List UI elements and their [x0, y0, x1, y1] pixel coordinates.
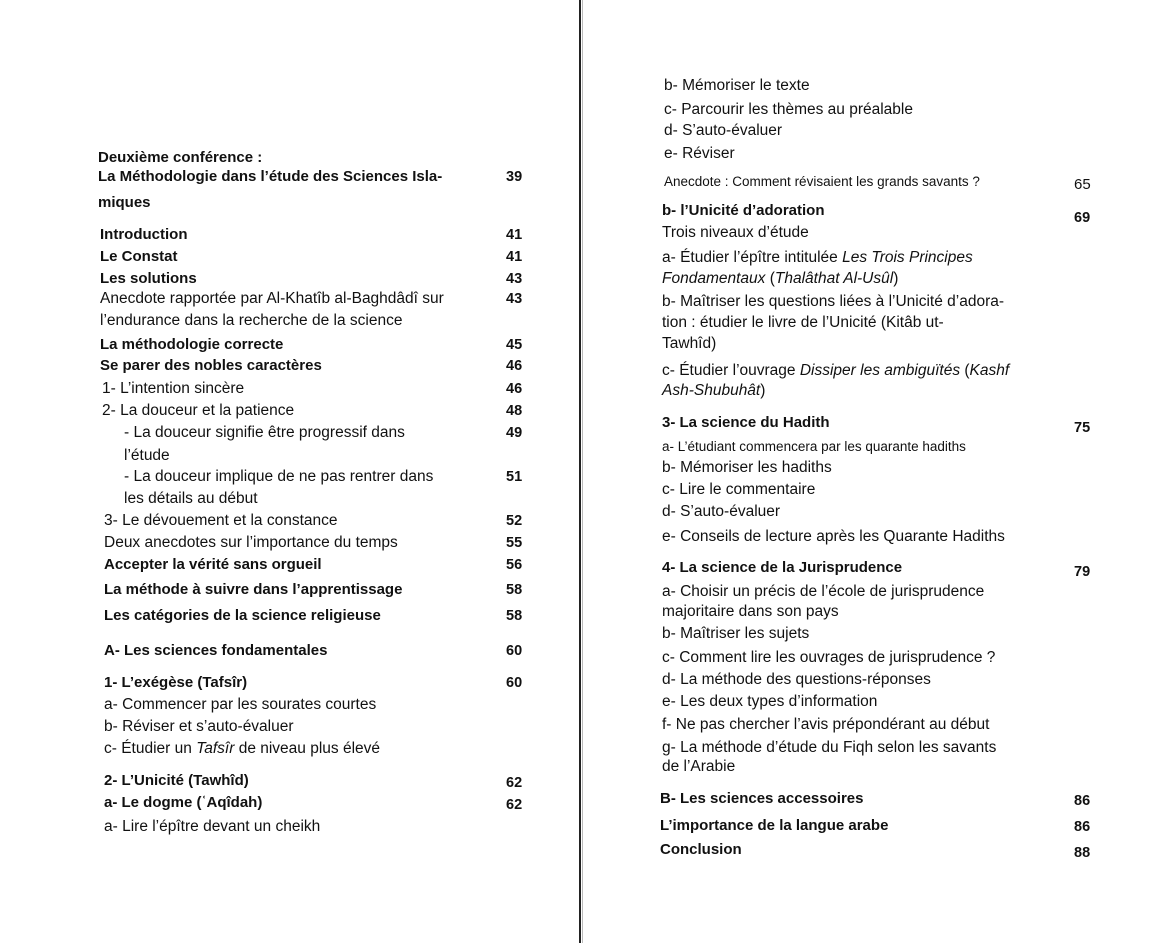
toc-entry-text: L’importance de la langue arabe — [660, 817, 889, 834]
toc-entry-text: Se parer des nobles caractères — [100, 357, 322, 374]
toc-entry-text: 2- La douceur et la patience — [102, 402, 295, 419]
toc-entry-text: majoritaire dans son pays — [662, 603, 839, 620]
toc-entry — [104, 641, 327, 661]
toc-entry — [664, 76, 810, 96]
toc-page-number: 60 — [506, 643, 523, 659]
toc-entry — [662, 458, 832, 478]
toc-entry-text: Les solutions — [100, 270, 197, 287]
toc-entry — [100, 289, 444, 309]
toc-entry — [104, 533, 398, 553]
toc-entry-text: l’endurance dans la recherche de la science — [100, 312, 403, 329]
toc-entry — [662, 527, 1005, 547]
toc-entry-text: l’étude — [124, 447, 170, 464]
toc-page-number: 51 — [506, 469, 523, 485]
toc-entry — [100, 335, 283, 355]
toc-page-number: 58 — [506, 582, 523, 598]
toc-entry-text: a- L’étudiant commencera par les quarante hadiths — [662, 439, 966, 454]
toc-entry — [104, 555, 322, 575]
toc-entry-text: Le Constat — [100, 248, 178, 265]
toc-entry-text: Introduction — [100, 226, 188, 243]
toc-entry — [102, 379, 244, 399]
toc-entry-text: La méthodologie correcte — [100, 336, 284, 353]
toc-page-number: 48 — [506, 403, 523, 419]
toc-entry-text: tion : étudier le livre de l’Unicité (Kitâb ut- — [662, 314, 944, 331]
toc-entry-italic-title: Thalâthat Al-Usûl — [774, 270, 894, 287]
toc-entry-text: 3- La science du Hadith — [662, 414, 830, 431]
toc-page-number: 52 — [506, 513, 523, 529]
toc-entry-text: Deuxième conférence : — [98, 149, 263, 166]
toc-entry-text: a- Choisir un précis de l’école de jurisprudence — [662, 583, 985, 600]
toc-entry-text: d- S’auto-évaluer — [664, 122, 783, 139]
toc-entry-text: 1- L’intention sincère — [102, 380, 245, 397]
toc-entry — [100, 269, 197, 289]
toc-entry-text: 1- L’exégèse (Tafsîr) — [104, 674, 248, 691]
book-spine — [579, 0, 581, 943]
toc-entry — [124, 446, 170, 466]
toc-entry — [662, 757, 735, 777]
toc-entry — [662, 715, 989, 735]
toc-page-number: 79 — [1074, 564, 1091, 580]
toc-entry-text: ( — [960, 362, 970, 379]
toc-entry-text: f- Ne pas chercher l’avis prépondérant au début — [662, 716, 990, 733]
toc-entry-text: Deux anecdotes sur l’importance du temps — [104, 534, 398, 551]
toc-entry-text: Anecdote : Comment révisaient les grands savants ? — [664, 174, 980, 189]
toc-entry-text: de l’Arabie — [662, 758, 736, 775]
toc-entry — [662, 292, 1004, 312]
toc-entry-text: Trois niveaux d’étude — [662, 224, 809, 241]
toc-entry — [662, 480, 815, 500]
toc-entry-text: de niveau plus élevé — [234, 740, 381, 757]
toc-entry-text: c- Lire le commentaire — [662, 481, 816, 498]
toc-entry — [100, 225, 187, 245]
toc-entry-text: Anecdote rapportée par Al-Khatîb al-Baghdâdî sur — [100, 290, 444, 307]
toc-entry — [662, 248, 973, 268]
toc-entry-text: b- Maîtriser les sujets — [662, 625, 810, 642]
toc-entry-text: les détails au début — [124, 490, 258, 507]
toc-entry-italic-title: Dissiper les ambiguïtés — [799, 362, 961, 379]
toc-entry — [662, 582, 984, 602]
toc-entry — [662, 223, 809, 243]
toc-entry — [100, 311, 402, 331]
toc-entry-italic-title: Fondamentaux — [662, 270, 766, 287]
toc-entry-text: c- Étudier l’ouvrage — [662, 362, 800, 379]
toc-entry-text: c- Parcourir les thèmes au préalable — [664, 101, 913, 118]
toc-entry — [100, 247, 178, 267]
right-page-toc — [584, 0, 1157, 943]
toc-page-number: 45 — [506, 337, 523, 353]
toc-entry — [662, 624, 809, 644]
toc-entry — [98, 193, 151, 213]
toc-entry — [662, 648, 995, 668]
toc-entry — [662, 381, 765, 401]
toc-entry — [662, 738, 996, 758]
toc-page-number: 86 — [1074, 819, 1091, 835]
toc-entry — [124, 467, 433, 487]
toc-entry — [662, 334, 716, 354]
toc-entry-text: 2- L’Unicité (Tawhîd) — [104, 772, 249, 789]
toc-entry-text: 3- Le dévouement et la constance — [104, 512, 338, 529]
toc-page-number: 41 — [506, 249, 523, 265]
toc-entry-text: A- Les sciences fondamentales — [104, 642, 328, 659]
toc-entry-italic-title: Kashf — [969, 362, 1010, 379]
toc-page-number: 62 — [506, 797, 523, 813]
toc-entry — [662, 670, 931, 690]
toc-entry — [662, 502, 780, 522]
toc-entry-text: a- Commencer par les sourates courtes — [104, 696, 377, 713]
toc-entry — [100, 356, 322, 376]
toc-entry-text: g- La méthode d’étude du Fiqh selon les savants — [662, 739, 997, 756]
toc-page-number: 62 — [506, 775, 523, 791]
toc-entry — [104, 606, 381, 626]
book-spine-shadow — [582, 0, 583, 943]
toc-entry — [104, 673, 247, 693]
toc-entry-text: b- l’Unicité d’adoration — [662, 202, 825, 219]
toc-entry — [664, 121, 782, 141]
toc-entry — [660, 816, 888, 836]
toc-entry-text: b- Mémoriser les hadiths — [662, 459, 832, 476]
toc-entry-text: d- La méthode des questions-réponses — [662, 671, 931, 688]
toc-entry-text: a- Le dogme (ʿAqîdah) — [104, 794, 263, 811]
toc-entry — [98, 148, 262, 168]
toc-entry-text: b- Réviser et s’auto-évaluer — [104, 718, 294, 735]
toc-entry — [660, 840, 742, 860]
toc-entry-text: ( — [765, 270, 775, 287]
toc-page-number: 55 — [506, 535, 523, 551]
toc-entry — [662, 361, 1009, 381]
toc-entry — [104, 717, 294, 737]
toc-entry-text: Les catégories de la science religieuse — [104, 607, 381, 624]
toc-entry — [662, 602, 839, 622]
toc-entry — [664, 100, 913, 120]
toc-entry-italic-title: Ash-Shubuhât — [662, 382, 761, 399]
toc-entry — [104, 817, 320, 837]
toc-page-number: 75 — [1074, 420, 1091, 436]
toc-page-number: 41 — [506, 227, 523, 243]
toc-entry — [662, 558, 902, 578]
toc-entry — [662, 413, 830, 433]
toc-entry-text: d- S’auto-évaluer — [662, 503, 781, 520]
toc-page-number: 65 — [1074, 176, 1091, 193]
toc-entry-text: e- Les deux types d’information — [662, 693, 878, 710]
toc-entry — [124, 489, 258, 509]
toc-entry — [124, 423, 405, 443]
toc-entry-text: 4- La science de la Jurisprudence — [662, 559, 903, 576]
toc-entry — [104, 771, 249, 791]
toc-entry-text: La méthode à suivre dans l’apprentissage — [104, 581, 403, 598]
toc-page-number: 60 — [506, 675, 523, 691]
toc-entry-text: - La douceur implique de ne pas rentrer dans — [124, 468, 434, 485]
toc-page-number: 58 — [506, 608, 523, 624]
toc-entry — [104, 739, 380, 759]
toc-entry — [104, 580, 402, 600]
toc-page-number: 43 — [506, 291, 523, 307]
toc-entry — [104, 511, 338, 531]
toc-entry — [662, 269, 898, 289]
toc-entry — [664, 144, 735, 164]
toc-entry-text: Accepter la vérité sans orgueil — [104, 556, 322, 573]
toc-entry — [662, 201, 825, 221]
toc-entry-text: Conclusion — [660, 841, 742, 858]
toc-entry-italic-title: Tafsîr — [196, 740, 235, 757]
toc-entry-text: c- Comment lire les ouvrages de jurisprudence ? — [662, 649, 996, 666]
toc-entry-text: a- Lire l’épître devant un cheikh — [104, 818, 321, 835]
toc-entry-italic-title: Les Trois Principes — [842, 249, 973, 266]
toc-page-number: 69 — [1074, 210, 1091, 226]
toc-entry — [104, 695, 376, 715]
toc-page-number: 43 — [506, 271, 523, 287]
toc-entry — [102, 401, 294, 421]
toc-page-number: 88 — [1074, 845, 1091, 861]
toc-page-number: 86 — [1074, 793, 1091, 809]
toc-entry-text: ) — [893, 270, 899, 287]
toc-entry — [662, 692, 877, 712]
toc-entry-text: c- Étudier un — [104, 740, 197, 757]
toc-entry-text: miques — [98, 194, 151, 211]
toc-entry-text: B- Les sciences accessoires — [660, 790, 864, 807]
toc-entry — [664, 172, 980, 192]
toc-entry — [662, 313, 944, 333]
toc-entry-text: e- Conseils de lecture après les Quarante Hadiths — [662, 528, 1005, 545]
toc-page-number: 56 — [506, 557, 523, 573]
toc-entry — [660, 789, 863, 809]
toc-entry-text: La Méthodologie dans l’étude des Sciences Isla- — [98, 168, 443, 185]
toc-page-number: 39 — [506, 169, 523, 185]
toc-entry — [104, 793, 262, 813]
toc-entry — [662, 437, 966, 457]
toc-entry-text: b- Maîtriser les questions liées à l’Unicité d’adora- — [662, 293, 1005, 310]
toc-entry — [98, 167, 442, 187]
toc-entry-text: Tawhîd) — [662, 335, 717, 352]
toc-page-number: 46 — [506, 358, 523, 374]
toc-entry-text: e- Réviser — [664, 145, 735, 162]
toc-entry-text: - La douceur signifie être progressif dans — [124, 424, 405, 441]
toc-entry-text: a- Étudier l’épître intitulée — [662, 249, 843, 266]
toc-entry-text: b- Mémoriser le texte — [664, 77, 810, 94]
toc-page-number: 49 — [506, 425, 523, 441]
toc-page-number: 46 — [506, 381, 523, 397]
toc-entry-text: ) — [760, 382, 766, 399]
